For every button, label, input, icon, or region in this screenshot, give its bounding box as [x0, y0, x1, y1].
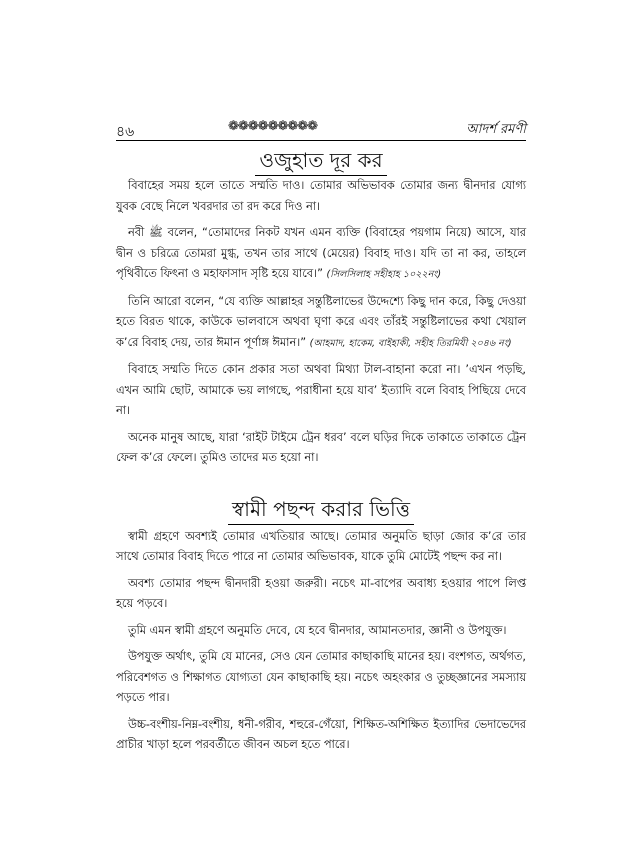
running-head: আদর্শ রমণী — [466, 122, 526, 137]
paragraph: অবশ্য তোমার পছন্দ দ্বীনদারী হওয়া জরুরী। নচেৎ মা-বাপের অবাধ্য হওয়ার পাপে লিপ্ত হয়ে পড়বে। — [116, 576, 526, 610]
ornament-divider: ❁❁❁❁❁❁❁❁❁ — [228, 119, 318, 134]
section-title-husband-choice: স্বামী পছন্দ করার ভিত্তি — [116, 493, 526, 525]
paragraph: উপযুক্ত অর্থাৎ, তুমি যে মানের, সেও যেন তোমার কাছাকাছি মানের হয়। বংশগত, অর্থগত, পরিবেশগত ও শিক্ষাগত যোগ্যতা যেন কাছাকাছি হয়। নচেৎ অহংকার ও তুচ্ছজ্ঞানের সমস্যায় পড়তে পার। — [116, 650, 526, 704]
page-header — [116, 120, 526, 140]
section-title-excuses: ওজুহাত দূর কর — [116, 144, 526, 176]
paragraph: বিবাহের সময় হলে তাতে সম্মতি দাও। তোমার অভিভাবক তোমার জন্য দ্বীনদার যোগ্য যুবক বেছে নিলে খবরদার তা রদ করে দিও না। — [116, 179, 526, 213]
paragraph: তুমি এমন স্বামী গ্রহণে অনুমতি দেবে, যে হবে দ্বীনদার, আমানতদার, জ্ঞানী ও উপযুক্ত। — [128, 623, 507, 637]
paragraph: বিবাহে সম্মতি দিতে কোন প্রকার সতা অথবা মিথ্যা টাল-বাহানা করো না। ’এখন পড়ছি, এখন আমি ছোট, আমাকে ভয় লাগছে, পরাধীনা হয়ে যাব’ ইত্যাদি বলে বিবাহ পিছিয়ে দেবে না। — [116, 363, 526, 417]
paragraph-hadith-1: নবী ﷺ বলেন, “তোমাদের নিকট যখন এমন ব্যক্তি (বিবাহের পয়গাম নিয়ে) আসে, যার দ্বীন ও চরিত্রে তোমরা মুগ্ধ, তখন তার সাথে (মেয়ের) বিবাহ দাও। যদি তা না কর, তাহলে পৃথিবীতে ফিৎনা ও মহাফাসাদ সৃষ্টি হয়ে যাবে।” (সিলসিলাহ সহীহাহ ১০২২নং) — [116, 226, 527, 280]
book-page — [116, 120, 526, 762]
page-number: ৪৬ — [116, 124, 135, 140]
citation: (আহমাদ, হাকেম, বাইহাকী, সহীহ তিরমিযী ২০৪৬ নং) — [309, 337, 512, 349]
paragraph-hadith-2: তিনি আরো বলেন, “যে ব্যক্তি আল্লাহর সন্তুষ্টিলাভের উদ্দেশ্যে কিছু দান করে, কিছু দেওয়া হতে বিরত থাকে, কাউকে ভালবাসে অথবা ঘৃণা করে এবং তাঁরই সন্তুষ্টিলাভের কথা খেয়াল ক’রে বিবাহ দেয়, তার ঈমান পূর্ণাঙ্গ ঈমান।” (আহমাদ, হাকেম, বাইহাকী, সহীহ তিরমিযী ২০৪৬ নং) — [116, 294, 526, 349]
paragraph: অনেক মানুষ আছে, যারা ‘রাইট টাইমে ট্রেন ধরব’ বলে ঘড়ির দিকে তাকাতে তাকাতে ট্রেন ফেল ক’রে ফেলে। তুমিও তাদের মত হয়ো না। — [116, 430, 526, 464]
paragraph: স্বামী গ্রহণে অবশ্যই তোমার এখতিয়ার আছে। তোমার অনুমতি ছাড়া জোর ক’রে তার সাথে তোমার বিবাহ দিতে পারে না তোমার অভিভাবক, যাকে তুমি মোটেই পছন্দ কর না। — [116, 529, 526, 563]
header-rule — [116, 140, 526, 141]
citation: (সিলসিলাহ সহীহাহ ১০২২নং) — [326, 269, 442, 280]
paragraph: উচ্চ-বংশীয়-নিম্ন-বংশীয়, ধনী-গরীব, শহুরে-গেঁয়ো, শিক্ষিত-অশিক্ষিত ইত্যাদির ভেদাভেদের প্রাচীর খাড়া হলে পরবর্তীতে জীবন অচল হতে পারে। — [116, 717, 526, 751]
